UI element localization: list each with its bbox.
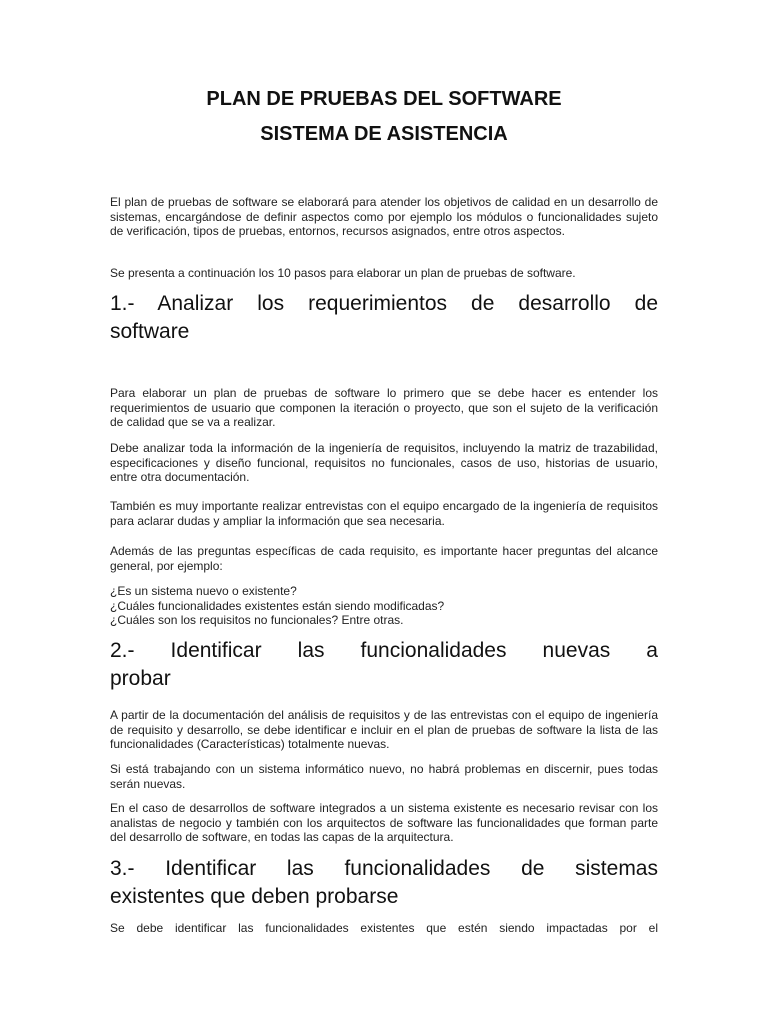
document-subtitle: SISTEMA DE ASISTENCIA — [260, 123, 508, 145]
section-1-paragraph-4: Además de las preguntas específicas de cada requisito, es importante hacer preguntas del alcance general, por ejemplo: — [110, 544, 658, 573]
section-1-heading-line-2: software — [110, 320, 190, 343]
intro-paragraph-2: Se presenta a continuación los 10 pasos para elaborar un plan de pruebas de software. — [110, 266, 576, 280]
section-1-paragraph-2: Debe analizar toda la información de la ingeniería de requisitos, incluyendo la matriz de trazabilidad, especificaciones y diseño funcional, requisitos no funcionales, casos de uso, historias de usuario, entre otra documentación. — [110, 441, 658, 485]
section-2-heading — [110, 637, 658, 693]
section-1-paragraph-3: También es muy importante realizar entrevistas con el equipo encargado de la ingeniería de requisitos para aclarar dudas y ampliar la información que sea necesaria. — [110, 499, 658, 528]
section-1-question-list — [110, 584, 658, 628]
section-1-paragraph-1: Para elaborar un plan de pruebas de software lo primero que se debe hacer es entender los requerimientos de usuario que componen la iteración o proyecto, que son el sujeto de la verificación de calidad que se va a realizar. — [110, 386, 658, 430]
section-1-heading-line-1: 1.- Analizar los requerimientos de desarrollo de — [110, 292, 658, 315]
section-2-paragraph-2: Si está trabajando con un sistema informático nuevo, no habrá problemas en discernir, pues todas serán nuevas. — [110, 762, 658, 791]
section-3-heading-line-2: existentes que deben probarse — [110, 885, 399, 908]
section-2-paragraph-3: En el caso de desarrollos de software integrados a un sistema existente es necesario revisar con los analistas de negocio y también con los arquitectos de software las funcionalidades que forman parte del desarrollo de software, en todas las capas de la arquitectura. — [110, 801, 658, 845]
document-title: PLAN DE PRUEBAS DEL SOFTWARE — [206, 88, 562, 110]
intro-paragraph-1: El plan de pruebas de software se elaborará para atender los objetivos de calidad en un desarrollo de sistemas, encargándose de definir aspectos como por ejemplo los módulos o funcionalidades sujeto de verificación, tipos de pruebas, entornos, recursos asignados, entre otros aspectos. — [110, 195, 658, 239]
section-2-heading-line-1: 2.- Identificar las funcionalidades nuevas a — [110, 639, 658, 662]
list-item: ¿Es un sistema nuevo o existente? — [110, 584, 297, 598]
section-2-heading-line-2: probar — [110, 667, 171, 690]
section-3-heading — [110, 855, 658, 911]
section-1-heading — [110, 290, 658, 346]
section-2-paragraph-1: A partir de la documentación del análisis de requisitos y de las entrevistas con el equipo de ingeniería de requisito y desarrollo, se debe identificar e incluir en el plan de pruebas de software la lista de las funcionalidades (Características) totalmente nuevas. — [110, 708, 658, 752]
section-3-heading-line-1: 3.- Identificar las funcionalidades de sistemas — [110, 857, 658, 880]
section-3-paragraph-1: Se debe identificar las funcionalidades existentes que estén siendo impactadas por el — [110, 921, 658, 935]
list-item: ¿Cuáles funcionalidades existentes están siendo modificadas? — [110, 598, 445, 613]
list-item: ¿Cuáles son los requisitos no funcionales? Entre otras. — [110, 613, 404, 628]
